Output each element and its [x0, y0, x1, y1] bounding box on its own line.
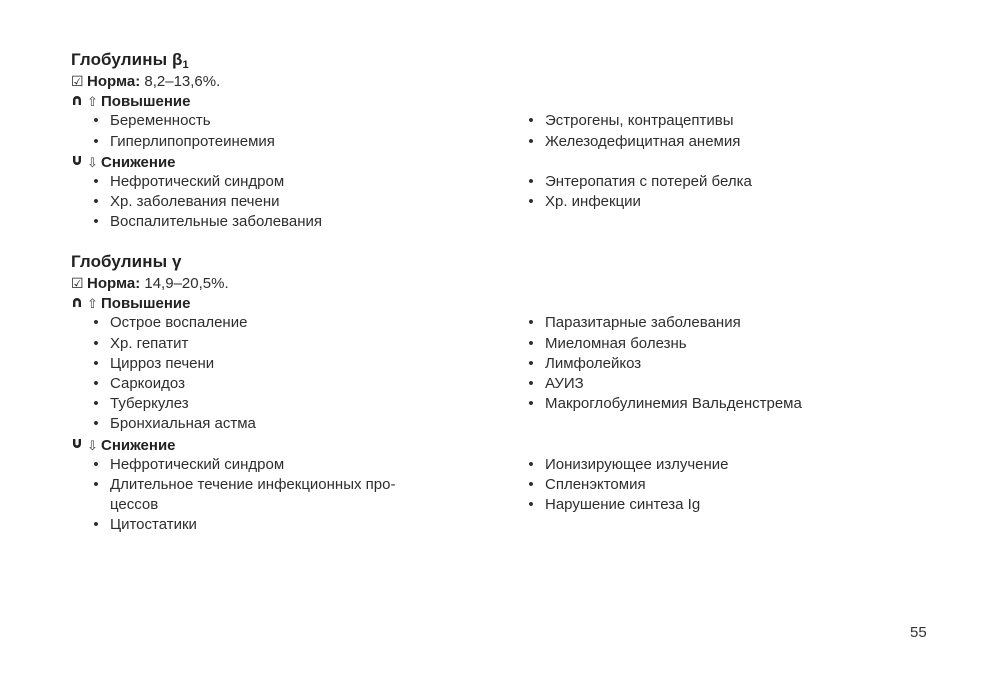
section-globulins-beta1: [71, 49, 931, 233]
norm-line: [71, 273, 931, 293]
section-title: Глобулины $\beta_1$: [71, 50, 189, 71]
decrease-heading: ⇩ Снижение: [71, 152, 931, 172]
norm-line: [71, 71, 931, 91]
list-item: • Хр. заболевания печени: [93, 193, 280, 211]
list-item: • Нарушение синтеза Ig: [528, 496, 701, 514]
decrease-list-left: [91, 455, 491, 536]
checkbox-icon: ☑: [71, 73, 84, 89]
list-item: • Воспалительные заболевания: [93, 213, 322, 231]
list-item: • Гиперлипопротеинемия: [93, 132, 275, 150]
decrease-marker-icon: [71, 435, 87, 455]
list-item: • Миеломная болезнь: [528, 334, 687, 352]
list-item: • Железодефицитная анемия: [528, 132, 741, 150]
list-item: • Лимфолейкоз: [528, 354, 642, 372]
decrease-list: [71, 172, 931, 233]
increase-list-left: [91, 111, 491, 151]
list-item: • Энтеропатия с потерей белка: [528, 172, 752, 190]
list-item: • Нефротический синдром: [93, 172, 285, 190]
section-title: Глобулины γ: [71, 252, 182, 271]
increase-list-right: [526, 111, 946, 151]
norm-label: Норма:: [87, 73, 141, 90]
page-number: 55: [910, 624, 927, 641]
norm-value: 14,9–20,5%.: [140, 275, 229, 292]
decrease-marker-icon: [71, 152, 87, 172]
arrow-down-icon: ⇩: [87, 154, 98, 170]
increase-list: [71, 313, 931, 434]
norm-value: 8,2–13,6%.: [140, 73, 221, 90]
list-item: • Острое воспаление: [93, 314, 248, 332]
list-item: • Макроглобулинемия Вальденстрема: [528, 395, 802, 413]
list-item: • Хр. гепатит: [93, 334, 189, 352]
arrow-up-icon: ⇧: [87, 94, 98, 110]
increase-list-left: [91, 313, 491, 434]
list-item: • Цитостатики: [93, 516, 197, 534]
arrow-down-icon: ⇩: [87, 437, 98, 453]
list-item: • Саркоидоз: [93, 374, 185, 392]
list-item: • Хр. инфекции: [528, 193, 641, 211]
increase-list: [71, 111, 931, 151]
decrease-list: [71, 455, 931, 536]
checkbox-icon: ☑: [71, 275, 84, 291]
list-item: • Длительное течение инфекционных про-: [93, 475, 396, 493]
list-item: • Ионизирующее излучение: [528, 455, 729, 473]
list-item-continuation: цессов: [110, 496, 159, 514]
decrease-heading: ⇩ Снижение: [71, 435, 931, 455]
list-item: • Паразитарные заболевания: [528, 314, 741, 332]
increase-heading: ⇧ Повышение: [71, 293, 931, 313]
increase-marker-icon: [71, 293, 87, 313]
arrow-up-icon: ⇧: [87, 296, 98, 312]
list-item: • Нефротический синдром: [93, 455, 285, 473]
list-item: • Туберкулез: [93, 395, 189, 413]
increase-marker-icon: [71, 91, 87, 111]
list-item: • Беременность: [93, 112, 211, 130]
increase-heading: ⇧ Повышение: [71, 91, 931, 111]
decrease-list-right: [526, 172, 946, 212]
list-item: • Эстрогены, контрацептивы: [528, 112, 734, 130]
decrease-list-left: [91, 172, 491, 233]
norm-label: Норма:: [87, 275, 141, 292]
list-item: • АУИЗ: [528, 374, 584, 392]
list-item: • Спленэктомия: [528, 475, 646, 493]
section-globulins-gamma: [71, 251, 931, 536]
decrease-list-right: [526, 455, 946, 516]
list-item: • Бронхиальная астма: [93, 415, 256, 433]
increase-list-right: [526, 313, 946, 414]
list-item: • Цирроз печени: [93, 354, 215, 372]
